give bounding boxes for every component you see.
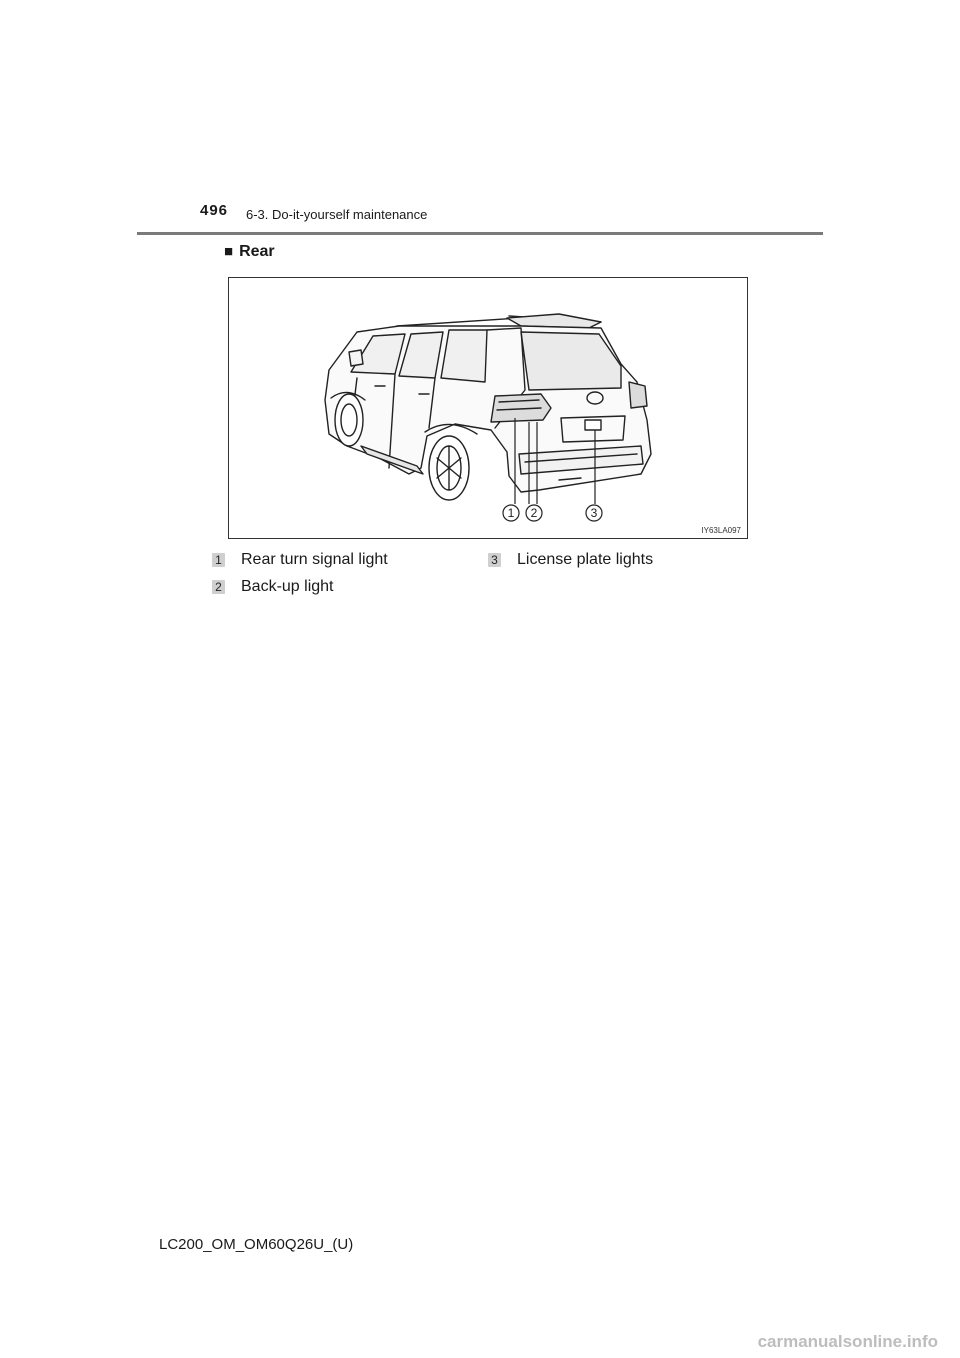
header-divider xyxy=(137,232,823,235)
legend-number-badge: 3 xyxy=(488,553,501,567)
subheading xyxy=(224,243,275,261)
vehicle-rear-drawing xyxy=(229,278,749,540)
watermark: carmanualsonline.info xyxy=(757,1332,938,1351)
page-number: 496 xyxy=(200,202,229,219)
legend-label: License plate lights xyxy=(517,551,654,568)
section-title: 6-3. Do-it-yourself maintenance xyxy=(246,207,428,222)
legend-label: Rear turn signal light xyxy=(241,551,388,568)
legend-label: Back-up light xyxy=(241,578,334,595)
callout-2-label: 2 xyxy=(530,506,538,520)
legend-number-badge: 1 xyxy=(212,553,225,567)
subheading-text: Rear xyxy=(239,243,275,260)
callout-3-label: 3 xyxy=(590,506,598,520)
figure-code: IY63LA097 xyxy=(701,526,741,535)
legend-number-badge: 2 xyxy=(212,580,225,594)
legend-item-rear-turn-signal xyxy=(212,551,388,569)
callout-1-label: 1 xyxy=(507,506,515,520)
vehicle-illustration xyxy=(228,277,748,539)
legend-item-back-up-light xyxy=(212,578,334,596)
legend-item-license-plate-lights xyxy=(488,551,653,569)
footer-document-code: LC200_OM_OM60Q26U_(U) xyxy=(159,1236,354,1253)
square-bullet-icon: ■ xyxy=(224,243,234,260)
